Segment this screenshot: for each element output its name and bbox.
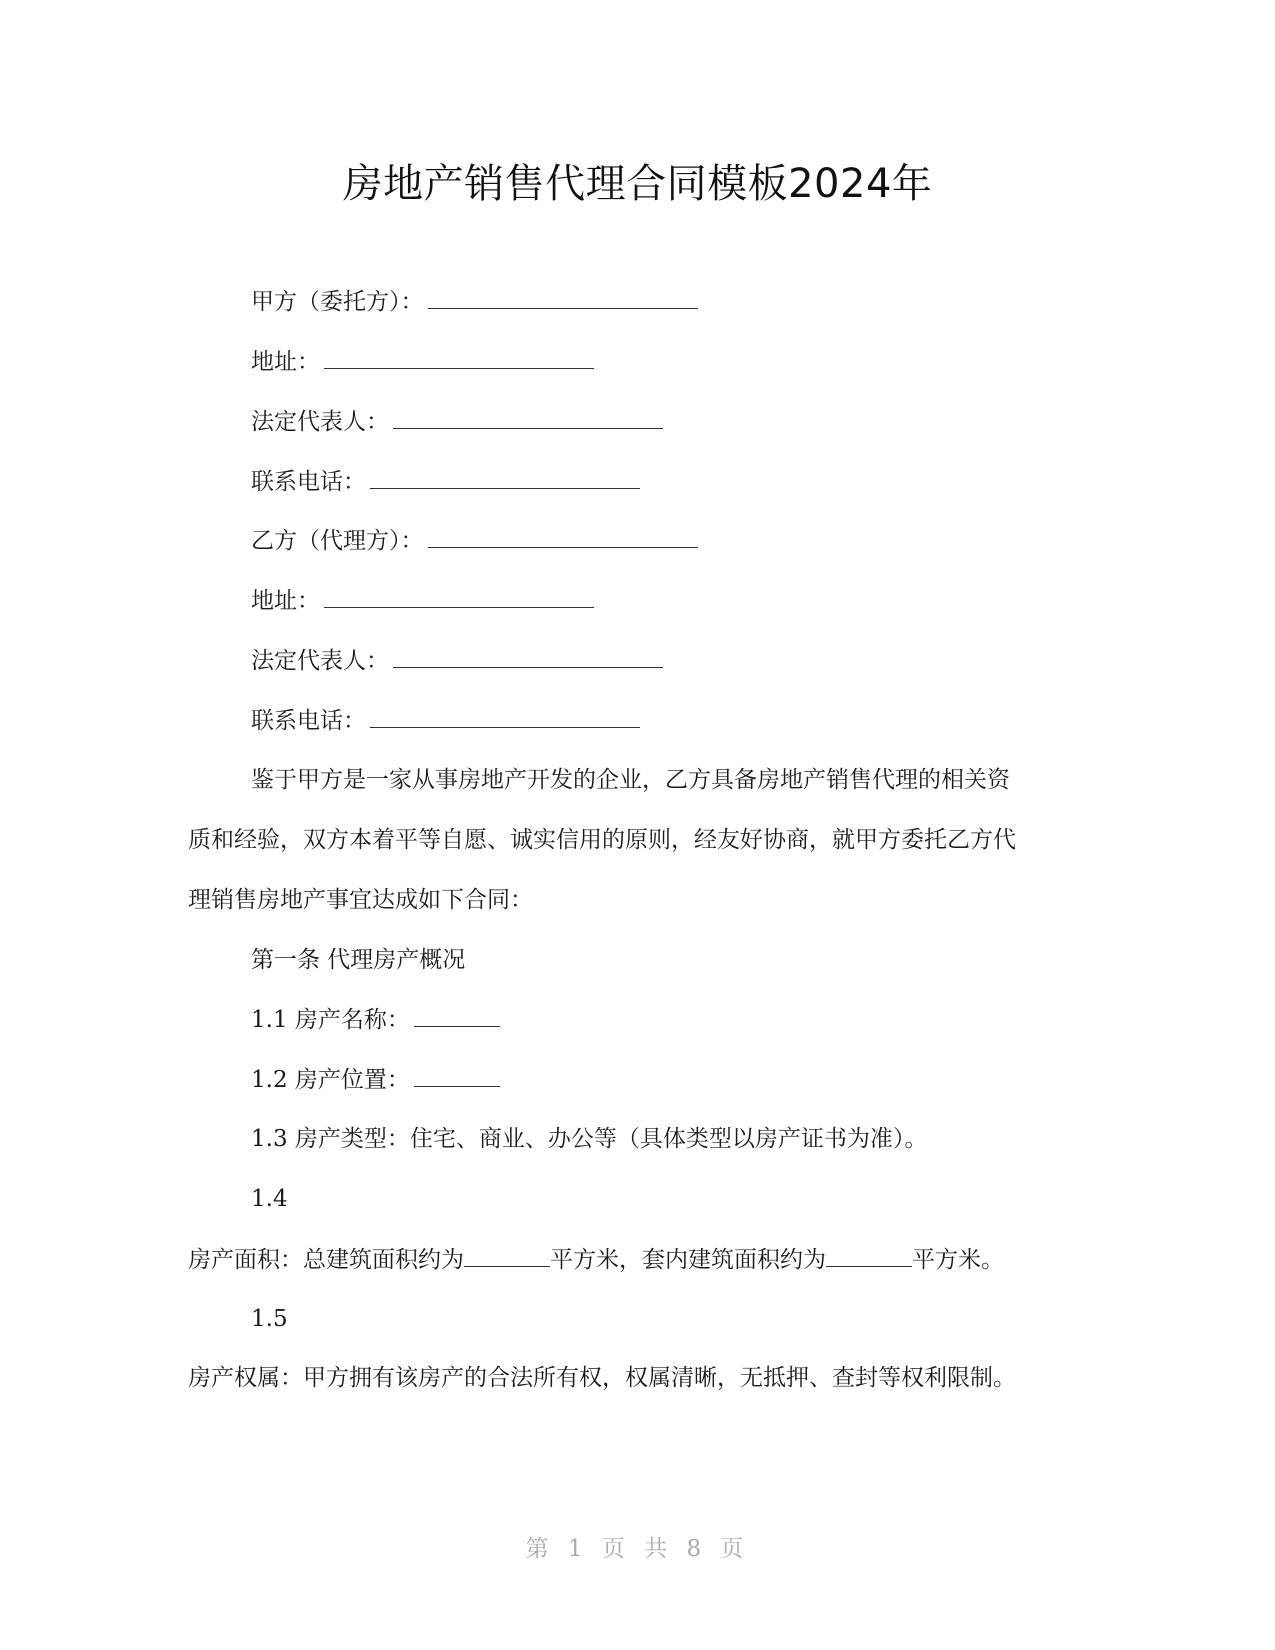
party-b-blank	[428, 525, 698, 548]
item-1-5-line: 房产权属：甲方拥有该房产的合法所有权，权属清晰，无抵押、查封等权利限制。	[188, 1365, 1016, 1391]
party-a-phone-blank	[370, 466, 640, 489]
item-1-4-line	[188, 1244, 1004, 1275]
item-1-1-label: 1.1 房产名称：	[251, 1007, 410, 1033]
item-1-4-blank-total	[464, 1244, 550, 1267]
party-b-phone-label: 联系电话：	[251, 708, 366, 734]
item-1-2-label: 1.2 房产位置：	[251, 1067, 410, 1093]
item-1-1-line	[251, 1004, 500, 1035]
item-1-2-line	[251, 1064, 500, 1095]
item-1-4-text-a: 房产面积：总建筑面积约为	[188, 1247, 464, 1273]
preamble-line-1: 鉴于甲方是一家从事房地产开发的企业，乙方具备房地产销售代理的相关资	[251, 767, 1010, 793]
item-1-4-text-c: 平方米。	[912, 1247, 1004, 1273]
party-a-address-blank	[324, 346, 594, 369]
party-a-rep-label: 法定代表人：	[251, 409, 389, 435]
party-a-rep-line	[251, 406, 663, 437]
party-b-rep-line	[251, 645, 663, 676]
item-1-4-blank-inner	[826, 1244, 912, 1267]
party-a-rep-blank	[393, 406, 663, 429]
party-a-label: 甲方（委托方）：	[251, 289, 424, 315]
preamble-line-3: 理销售房地产事宜达成如下合同：	[188, 887, 533, 913]
party-b-label: 乙方（代理方）：	[251, 528, 424, 554]
party-b-phone-blank	[370, 705, 640, 728]
item-1-2-blank	[414, 1064, 500, 1087]
party-b-address-blank	[324, 585, 594, 608]
party-a-address-label: 地址：	[251, 349, 320, 375]
party-b-rep-label: 法定代表人：	[251, 648, 389, 674]
party-a-phone-label: 联系电话：	[251, 469, 366, 495]
party-b-address-label: 地址：	[251, 588, 320, 614]
party-b-rep-blank	[393, 645, 663, 668]
party-b-line	[251, 525, 698, 556]
item-1-4-text-b: 平方米，套内建筑面积约为	[550, 1247, 826, 1273]
item-1-1-blank	[414, 1004, 500, 1027]
party-a-blank	[428, 286, 698, 309]
item-1-3-line: 1.3 房产类型：住宅、商业、办公等（具体类型以房产证书为准）。	[251, 1126, 928, 1152]
party-a-line	[251, 286, 698, 317]
party-a-phone-line	[251, 466, 640, 497]
party-b-address-line	[251, 585, 594, 616]
item-1-4-number: 1.4	[251, 1186, 288, 1212]
preamble-line-2: 质和经验，双方本着平等自愿、诚实信用的原则，经友好协商，就甲方委托乙方代	[188, 827, 1016, 853]
party-b-phone-line	[251, 705, 640, 736]
document-title: 房地产销售代理合同模板2024年	[342, 161, 933, 207]
item-1-5-number: 1.5	[251, 1306, 288, 1332]
party-a-address-line	[251, 346, 594, 377]
article-1-heading: 第一条 代理房产概况	[251, 947, 466, 973]
page-footer: 第 1 页 共 8 页	[525, 1536, 750, 1562]
